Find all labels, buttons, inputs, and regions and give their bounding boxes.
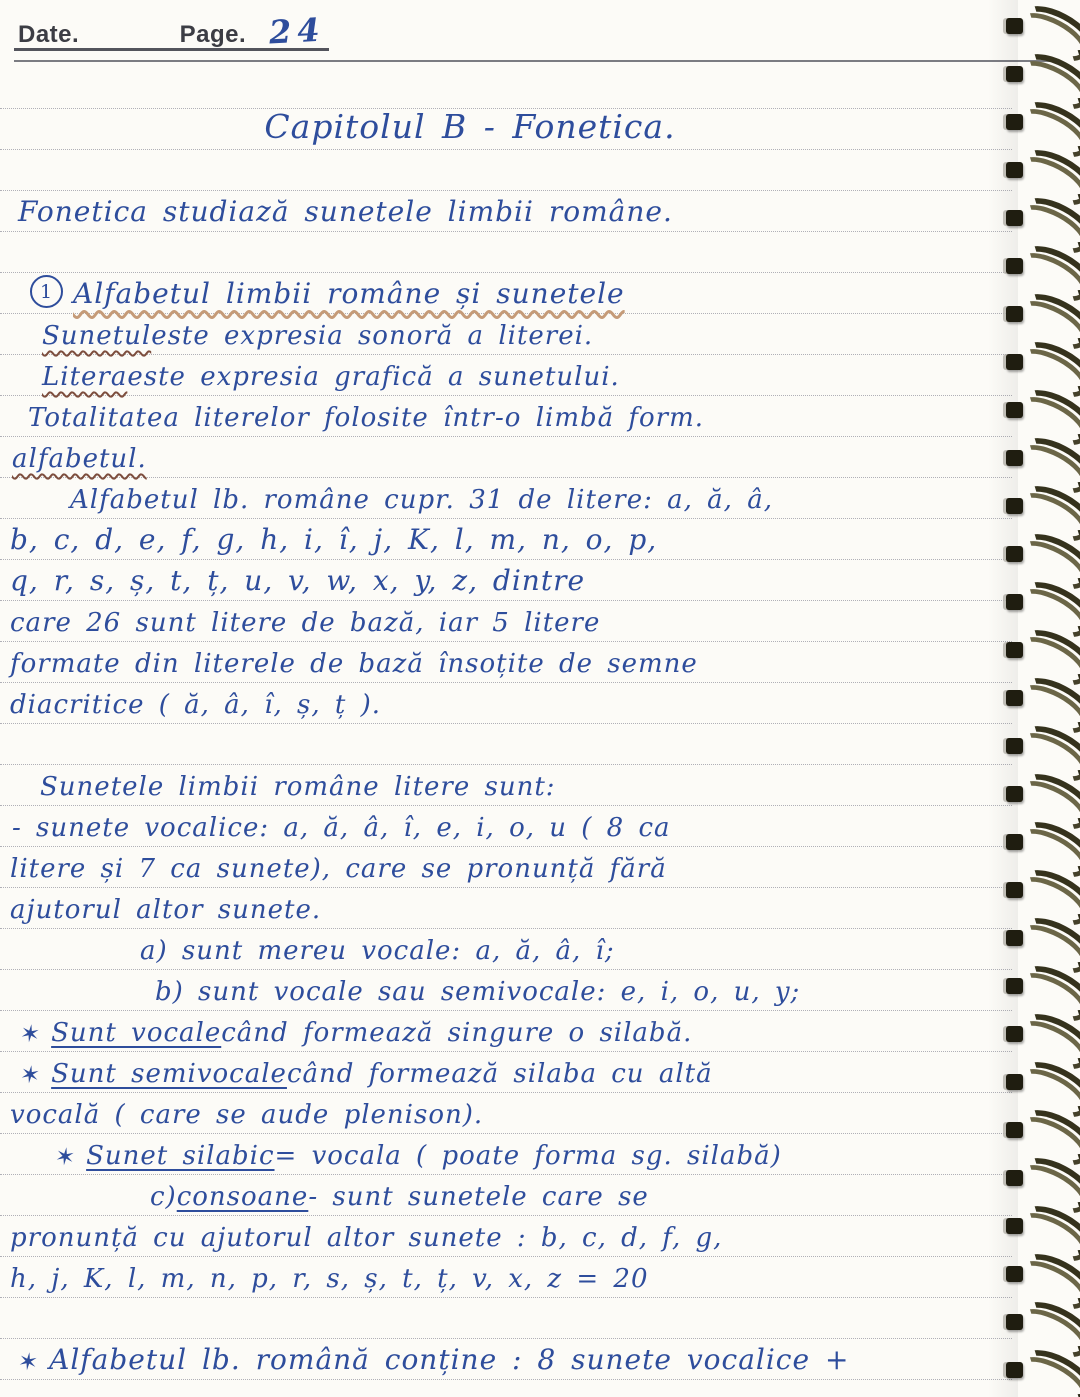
- binding-hole: [1006, 642, 1023, 658]
- note-line: [0, 560, 1012, 601]
- binding-hole: [1006, 162, 1023, 178]
- note-line: [0, 191, 1012, 232]
- binding-hole: [1006, 498, 1023, 514]
- binding-hole: [1006, 1266, 1023, 1282]
- note-line: [0, 888, 1012, 929]
- spiral-loop-icon: [1004, 826, 1080, 862]
- note-text: care 26 sunt litere de bază, iar 5 litere: [10, 608, 601, 638]
- spiral-loop-icon: [1004, 154, 1080, 190]
- note-line: [0, 1011, 1012, 1052]
- note-line: [0, 150, 1012, 191]
- spiral-loop-icon: [1004, 1162, 1080, 1198]
- binding-hole: [1006, 354, 1023, 370]
- note-line: [0, 929, 1012, 970]
- date-label: Date.: [18, 21, 80, 48]
- binding-hole: [1006, 1074, 1023, 1090]
- note-text: c): [150, 1182, 177, 1212]
- note-line: [0, 478, 1012, 519]
- spiral-loop-icon: [1004, 730, 1080, 766]
- note-text: Capitolul B - Fonetica.: [264, 107, 676, 146]
- note-line: [0, 1134, 1012, 1175]
- note-text: Litera: [42, 362, 128, 392]
- note-text: Alfabetul lb. română conține : 8 sunete vocalice +: [49, 1343, 850, 1376]
- note-text: este expresia sonoră a literei.: [151, 321, 594, 351]
- circled-number: 1: [30, 275, 63, 308]
- binding-hole: [1006, 546, 1023, 562]
- page-number: 24: [267, 10, 327, 52]
- spiral-loop-icon: [1004, 442, 1080, 478]
- spiral-loop-icon: [1004, 106, 1080, 142]
- note-text: vocală ( care se aude plenison).: [10, 1100, 484, 1130]
- note-line: [0, 396, 1012, 437]
- spiral-binding: [970, 0, 1080, 1397]
- binding-hole: [1006, 834, 1023, 850]
- spiral-loop-icon: [1004, 202, 1080, 238]
- spiral-loop-icon: [1004, 1114, 1080, 1150]
- note-text: alfabetul.: [12, 444, 147, 474]
- binding-hole: [1006, 450, 1023, 466]
- note-line: [0, 232, 1012, 273]
- note-text: Sunt semivocale: [51, 1059, 287, 1089]
- star-marker-icon: ✶: [18, 1018, 43, 1050]
- note-line: [0, 437, 1012, 478]
- note-text: este expresia grafică a sunetului.: [127, 362, 620, 392]
- binding-hole: [1006, 18, 1023, 34]
- binding-hole: [1006, 738, 1023, 754]
- handwritten-notes: [0, 68, 1012, 1380]
- note-text: b) sunt vocale sau semivocale: e, i, o, u, y;: [155, 977, 801, 1007]
- binding-hole: [1006, 306, 1023, 322]
- spiral-loop-icon: [1004, 538, 1080, 574]
- note-line: [0, 1052, 1012, 1093]
- spiral-loop-icon: [1004, 586, 1080, 622]
- note-text: Alfabetul lb. române cupr. 31 de litere: a, ă, â,: [70, 485, 773, 515]
- spiral-loop-icon: [1004, 778, 1080, 814]
- header-full-rule: [14, 60, 1052, 62]
- header-underline: [14, 48, 329, 51]
- note-line: [0, 765, 1012, 806]
- note-text: q, r, s, ș, t, ț, u, v, w, x, y, z, dintre: [10, 564, 586, 597]
- spiral-loop-icon: [1004, 58, 1080, 94]
- spiral-loop-icon: [1004, 922, 1080, 958]
- binding-hole: [1006, 1218, 1023, 1234]
- note-line: [0, 1216, 1012, 1257]
- binding-hole: [1006, 258, 1023, 274]
- note-text: - sunt sunetele care se: [308, 1182, 649, 1212]
- binding-hole: [1006, 1314, 1023, 1330]
- note-line: [0, 1339, 1012, 1380]
- note-text: litere și 7 ca sunete), care se pronunță fără: [10, 854, 667, 884]
- note-line: [0, 847, 1012, 888]
- note-text: când formează singure o silabă.: [221, 1018, 693, 1048]
- note-text: când formează silaba cu altă: [286, 1059, 713, 1089]
- binding-hole: [1006, 210, 1023, 226]
- star-marker-icon: ✶: [18, 1059, 43, 1091]
- note-text: Totalitatea literelor folosite într-o limbă form.: [28, 403, 705, 433]
- note-line: [0, 68, 1012, 109]
- binding-hole: [1006, 690, 1023, 706]
- note-line: [0, 642, 1012, 683]
- note-line: [0, 519, 1012, 560]
- note-line: [0, 724, 1012, 765]
- note-line: [0, 970, 1012, 1011]
- note-text: Fonetica studiază sunetele limbii române.: [18, 195, 673, 228]
- note-text: Sunetele limbii române litere sunt:: [40, 772, 556, 802]
- note-line: [0, 806, 1012, 847]
- binding-hole: [1006, 1170, 1023, 1186]
- binding-hole: [1006, 402, 1023, 418]
- note-line: [0, 314, 1012, 355]
- spiral-loop-icon: [1004, 394, 1080, 430]
- spiral-loop-icon: [1004, 970, 1080, 1006]
- star-marker-icon: ✶: [16, 1346, 41, 1378]
- spiral-loop-icon: [1004, 874, 1080, 910]
- note-text: diacritice ( ă, â, î, ș, ț ).: [10, 690, 382, 720]
- note-text: b, c, d, e, f, g, h, i, î, j, K, l, m, n, o, p,: [10, 523, 658, 556]
- note-text: Sunetul: [42, 321, 152, 351]
- binding-hole: [1006, 1026, 1023, 1042]
- spiral-loop-icon: [1004, 1066, 1080, 1102]
- page-header: [18, 12, 1080, 52]
- note-line: [0, 601, 1012, 642]
- binding-hole: [1006, 1122, 1023, 1138]
- note-line: [0, 109, 1012, 150]
- binding-hole: [1006, 786, 1023, 802]
- note-line: [0, 683, 1012, 724]
- note-line: [0, 1093, 1012, 1134]
- note-text: = vocala ( poate forma sg. silabă): [274, 1141, 782, 1171]
- note-text: h, j, K, l, m, n, p, r, s, ș, t, ț, v, x, z = 20: [10, 1264, 649, 1294]
- binding-hole: [1006, 882, 1023, 898]
- note-text: Alfabetul limbii române și sunetele: [73, 277, 625, 310]
- spiral-loop-icon: [1004, 1018, 1080, 1054]
- note-text: - sunete vocalice: a, ă, â, î, e, i, o, u ( 8 ca: [12, 813, 671, 843]
- note-line: [0, 1175, 1012, 1216]
- spiral-loop-icon: [1004, 10, 1080, 46]
- page-label: Page.: [179, 21, 247, 48]
- note-text: Sunet silabic: [86, 1141, 275, 1171]
- spiral-loop-icon: [1004, 250, 1080, 286]
- note-text: Sunt vocale: [51, 1018, 222, 1048]
- spiral-loop-icon: [1004, 634, 1080, 670]
- note-text: ajutorul altor sunete.: [10, 895, 322, 925]
- binding-hole: [1006, 1362, 1023, 1378]
- spiral-loop-icon: [1004, 682, 1080, 718]
- binding-hole: [1006, 114, 1023, 130]
- note-text: pronunță cu ajutorul altor sunete : b, c, d, f, g,: [10, 1223, 723, 1253]
- binding-hole: [1006, 594, 1023, 610]
- spiral-loop-icon: [1004, 490, 1080, 526]
- note-text: a) sunt mereu vocale: a, ă, â, î;: [140, 936, 615, 966]
- spiral-loop-icon: [1004, 1210, 1080, 1246]
- note-text: formate din literele de bază însoțite de semne: [10, 649, 698, 679]
- spiral-loop-icon: [1004, 1354, 1080, 1390]
- note-text: consoane: [176, 1182, 309, 1212]
- note-line: [0, 355, 1012, 396]
- binding-hole: [1006, 978, 1023, 994]
- binding-hole: [1006, 66, 1023, 82]
- spiral-loop-icon: [1004, 1306, 1080, 1342]
- note-line: [0, 273, 1012, 314]
- star-marker-icon: ✶: [53, 1141, 78, 1173]
- spiral-loop-icon: [1004, 346, 1080, 382]
- spiral-loop-icon: [1004, 298, 1080, 334]
- note-line: [0, 1298, 1012, 1339]
- note-line: [0, 1257, 1012, 1298]
- binding-hole: [1006, 930, 1023, 946]
- spiral-loop-icon: [1004, 1258, 1080, 1294]
